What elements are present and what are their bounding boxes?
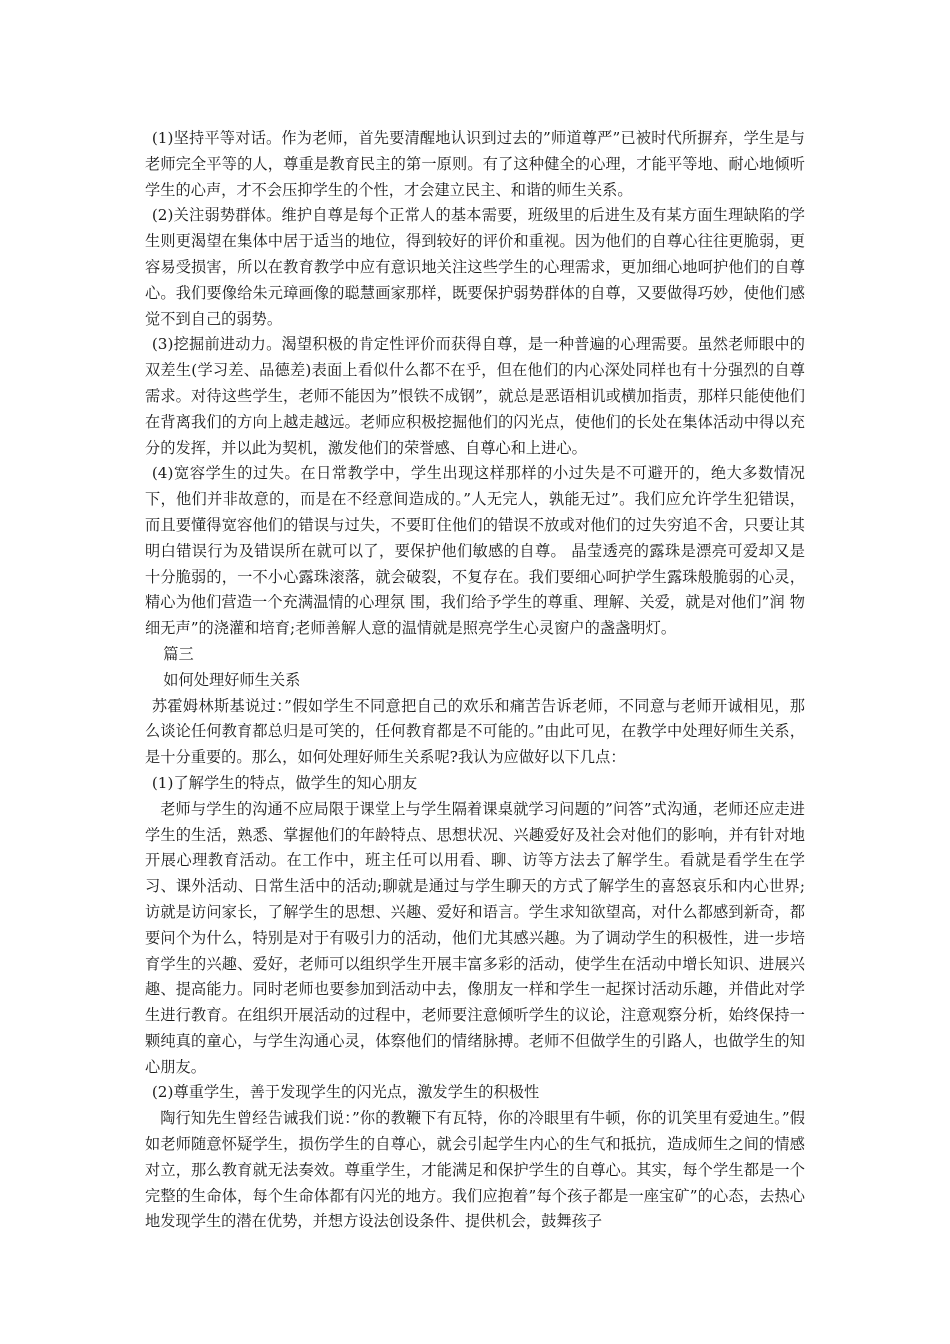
paragraph-motivation: (3)挖掘前进动力。渴望积极的肯定性评价而获得自尊，是一种普遍的心理需要。虽然老师眼中的双差生(学习差、品德差)表面上看似什么都不在乎，但在他们的内心深处同样也有十分强烈的自尊需求。对待这些学生，老师不能因为”恨铁不成钢”，就总是恶语相讥或横加指责，那样只能使他们在背离我们的方向上越走越远。老师应积极挖掘他们的闪光点，使他们的长处在集体活动中得以充分的发挥，并以此为契机，激发他们的荣誉感、自尊心和上进心。 [145,335,805,457]
paragraph-equal-dialogue: (1)坚持平等对话。作为老师，首先要清醒地认识到过去的”师道尊严”已被时代所摒弃，学生是与老师完全平等的人，尊重是教育民主的第一原则。有了这种健全的心理，才能平等地、耐心地倾听学生的心声，才不会压抑学生的个性，才会建立民主、和谐的师生关系。 [145,129,805,199]
paragraph-tolerance: (4)宽容学生的过失。在日常教学中，学生出现这样那样的小过失是不可避开的，绝大多数情况下，他们并非故意的，而是在不经意间造成的。”人无完人，孰能无过”。我们应允许学生犯错误，而且要懂得宽容他们的错误与过失，不要盯住他们的错误不放或对他们的过失穷追不舍，只要让其明白错误行为及错误所在就可以了，要保护他们敏感的自尊。 晶莹透亮的露珠是漂亮可爱却又是十分脆弱的，一不小心露珠滚落，就会破裂，不复存在。我们要细心呵护学生露珠般脆弱的心灵，精心为他们营造一个充满温情的心理氛 围，我们给予学生的尊重、理解、关爱，就是对他们”润 物细无声”的浇灌和培育;老师善解人意的温情就是照亮学生心灵窗户的盏盏明灯。 [145,464,805,638]
section-title: 如何处理好师生关系 [163,670,301,689]
paragraph-intro-quote: 苏霍姆林斯基说过：”假如学生不同意把自己的欢乐和痛苦告诉老师，不同意与老师开诚相见，那么谈论任何教育都总归是可笑的，任何教育都是不可能的。”由此可见，在教学中处理好师生关系，是十分重要的。那么，如何处理好师生关系呢?我认为应做好以下几点： [145,696,805,767]
paragraph-weak-groups: (2)关注弱势群体。维护自尊是每个正常人的基本需要，班级里的后进生及有某方面生理缺陷的学生则更渴望在集体中居于适当的地位，得到较好的评价和重视。因为他们的自尊心往往更脆弱，更容易受损害，所以在教育教学中应有意识地关注这些学生的心理需求，更加细心地呵护他们的自尊心。我们要像给朱元璋画像的聪慧画家那样，既要保护弱势群体的自尊，又要做得巧妙，使他们感觉不到自己的弱势。 [145,206,805,328]
paragraph-tao-xingzhi: 陶行知先生曾经告诫我们说：”你的教鞭下有瓦特，你的冷眼里有牛顿，你的讥笑里有爱迪生。”假如老师随意怀疑学生，损伤学生的自尊心，就会引起学生内心的生气和抵抗，造成师生之间的情感对立，那么教育就无法奏效。尊重学生，才能满足和保护学生的自尊心。其实，每个学生都是一个完整的生命体，每个生命体都有闪光的地方。我们应抱着”每个孩子都是一座宝矿”的心态，去热心地发现学生的潜在优势，并想方设法创设条件、提供机会，鼓舞孩子 [145,1109,805,1231]
paragraph-communication: 老师与学生的沟通不应局限于课堂上与学生隔着课桌就学习问题的”问答”式沟通，老师还应走进学生的生活，熟悉、掌握他们的年龄特点、思想状况、兴趣爱好及社会对他们的影响，并有针对地开展心理教育活动。在工作中，班主任可以用看、聊、访等方法去了解学生。看就是看学生在学习、课外活动、日常生活中的活动;聊就是通过与学生聊天的方式了解学生的喜怒哀乐和内心世界;访就是访问家长，了解学生的思想、兴趣、爱好和语言。学生求知欲望高，对什么都感到新奇，都要问个为什么，特别是对于有吸引力的活动，他们尤其感兴趣。为了调动学生的积极性，进一步培育学生的兴趣、爱好，老师可以组织学生开展丰富多彩的活动，使学生在活动中增长知识、进展兴趣、提高能力。同时老师也要参加到活动中去，像朋友一样和学生一起探讨活动乐趣，并借此对学生进行教育。在组织开展活动的过程中，老师要注意倾听学生的议论，注意观察分析，始终保持一颗纯真的童心，与学生沟通心灵，体察他们的情绪脉搏。老师不但做学生的引路人，也做学生的知心朋友。 [145,799,805,1076]
subheading-respect-students: (2)尊重学生，善于发现学生的闪光点，激发学生的积极性 [151,1083,540,1102]
document-body [145,126,805,1235]
section-label: 篇三 [163,644,194,663]
subheading-know-students: (1)了解学生的特点，做学生的知心朋友 [151,773,418,792]
